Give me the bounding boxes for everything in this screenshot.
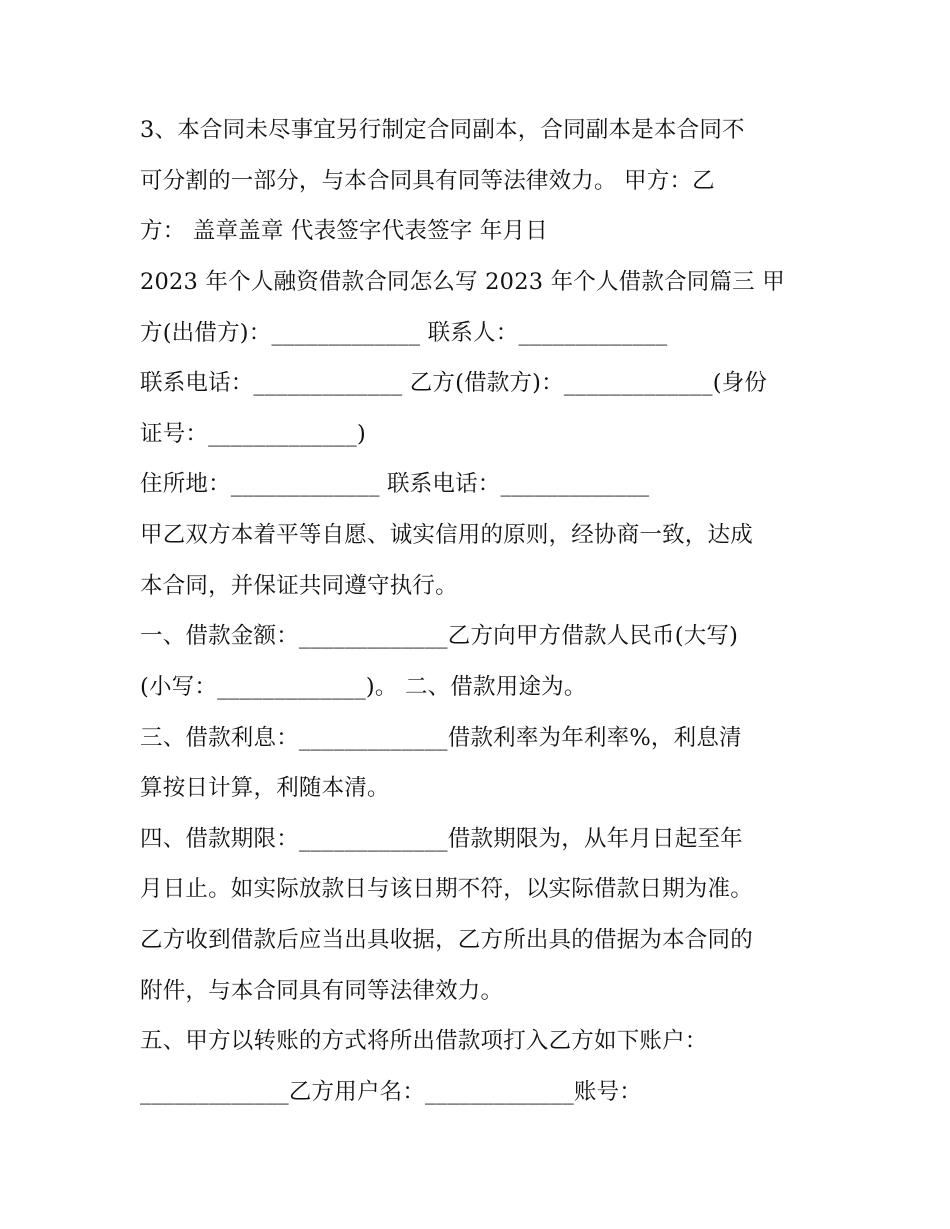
text-line-6: 联系电话：_____________ 乙方(借款方)：_____________(身份 <box>140 370 768 396</box>
text-line-8: 住所地：_____________ 联系电话：_____________ <box>140 471 650 497</box>
text-line-20: _____________乙方用户名：_____________账号： <box>140 1079 643 1105</box>
text-line-17: 乙方收到借款后应当出具收据，乙方所出具的借据为本合同的 <box>140 927 753 953</box>
text-line-15: 四、借款期限：_____________借款期限为，从年月日起至年 <box>140 826 743 852</box>
text-line-4: 2023 年个人融资借款合同怎么写 2023 年个人借款合同篇三 甲 <box>140 269 785 295</box>
text-line-16: 月日止。如实际放款日与该日期不符，以实际借款日期为准。 <box>140 876 753 902</box>
text-line-11: 一、借款金额：_____________乙方向甲方借款人民币(大写) <box>140 623 739 649</box>
text-line-14: 算按日计算，利随本清。 <box>140 775 390 801</box>
text-line-1: 3、本合同未尽事宜另行制定合同副本，合同副本是本合同不 <box>140 117 745 143</box>
text-line-3: 方： 盖章盖章 代表签字代表签字 年月日 <box>140 218 548 244</box>
text-line-18: 附件，与本合同具有同等法律效力。 <box>140 978 504 1004</box>
text-line-13: 三、借款利息：_____________借款利率为年利率%，利息清 <box>140 725 742 751</box>
text-line-9: 甲乙双方本着平等自愿、诚实信用的原则，经协商一致，达成 <box>140 522 753 548</box>
text-line-2: 可分割的一部分，与本合同具有同等法律效力。 甲方：乙 <box>140 168 715 194</box>
text-line-19: 五、甲方以转账的方式将所出借款项打入乙方如下账户： <box>140 1028 708 1054</box>
text-line-7: 证号：_____________) <box>140 421 366 447</box>
text-line-12: (小写：_____________)。 二、借款用途为。 <box>140 674 587 700</box>
text-line-5: 方(出借方)：_____________ 联系人：_____________ <box>140 320 668 346</box>
text-line-10: 本合同，并保证共同遵守执行。 <box>140 573 458 599</box>
